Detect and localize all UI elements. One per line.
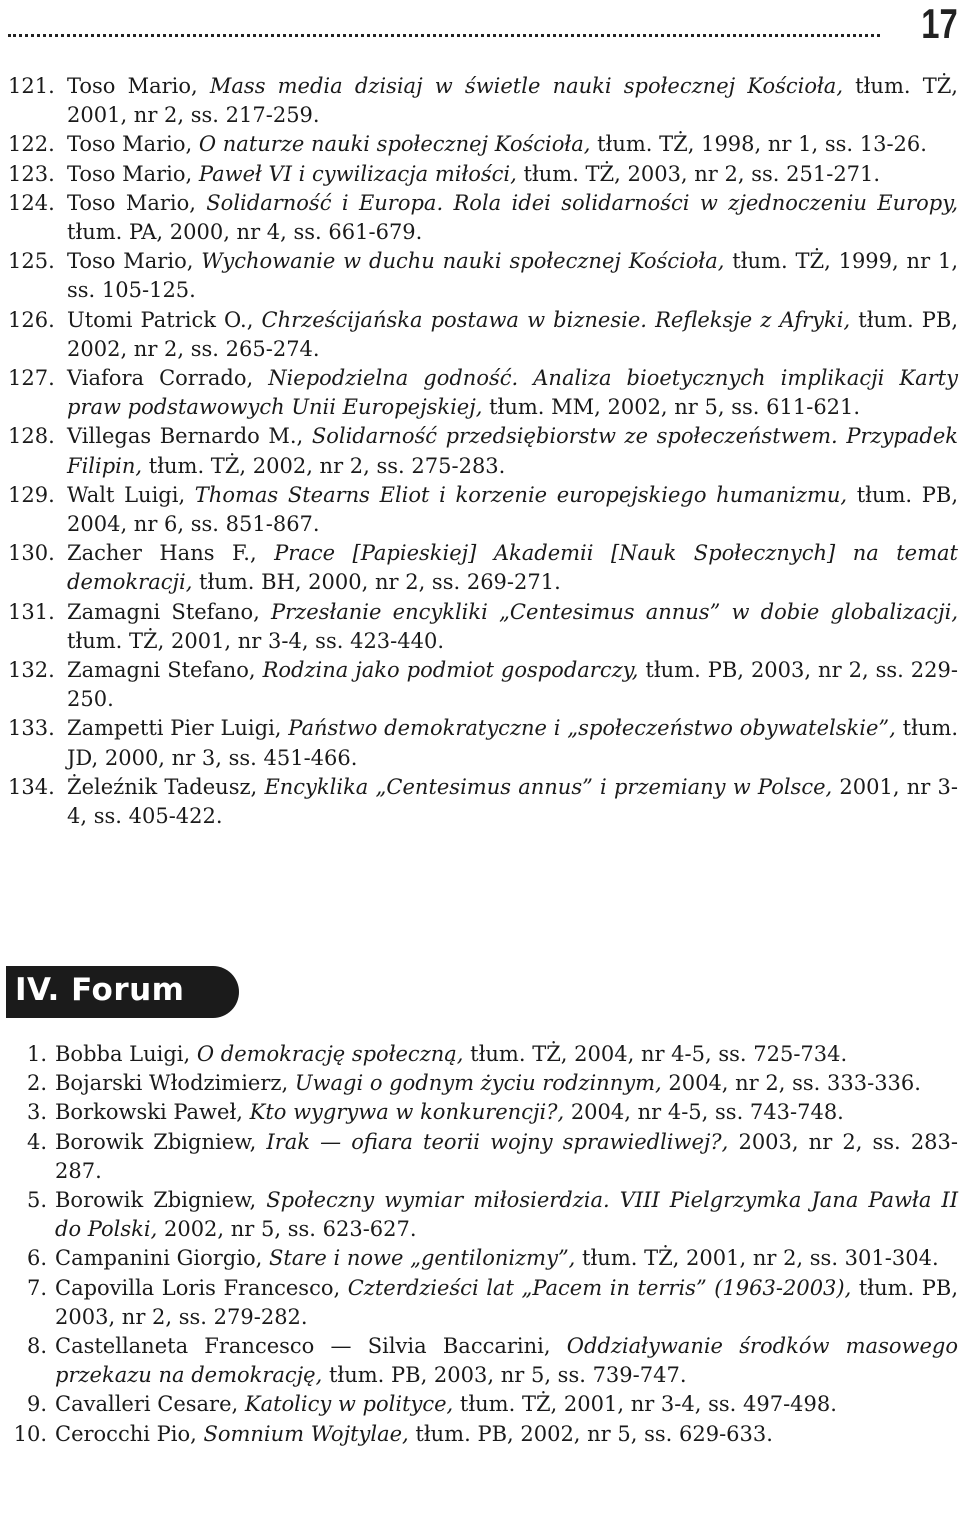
- entry-author: Castellaneta Francesco — Silvia Baccarini,: [55, 1334, 567, 1359]
- entry-author: Toso Mario,: [67, 132, 199, 157]
- entry-title: Solidarność i Europa. Rola idei solidarności w zjednoczeniu Europy,: [206, 190, 958, 215]
- entry-author: Zacher Hans F.,: [67, 541, 275, 566]
- entry-author: Borowik Zbigniew,: [55, 1129, 267, 1154]
- entry-publication-details: tłum. TŻ, 2001, nr 3-4, ss. 423-440.: [67, 628, 445, 653]
- entry-title: Solidarność przedsiębiorstw ze społeczeństwem. Przypadek Filipin,: [67, 424, 958, 478]
- bibliography-entry: [0, 189, 958, 247]
- bibliography-entry: [0, 539, 958, 597]
- entry-author: Toso Mario,: [67, 161, 199, 186]
- entry-title: Wychowanie w duchu nauki społecznej Kościoła,: [201, 249, 725, 274]
- forum-entry: [0, 1244, 958, 1273]
- entry-publication-details: 2001, nr 3-4, ss. 405-422.: [67, 774, 958, 829]
- entry-publication-details: tłum. TŻ, 2004, nr 4-5, ss. 725-734.: [463, 1042, 848, 1066]
- entry-number: 131.: [8, 599, 55, 624]
- entry-publication-details: 2003, nr 2, ss. 283-287.: [55, 1129, 958, 1183]
- entry-title: O demokrację społeczną,: [196, 1042, 464, 1066]
- dotted-leader: [8, 34, 880, 37]
- section-heading: IV. Forum: [15, 972, 185, 1008]
- entry-number: 5.: [26, 1188, 47, 1213]
- bibliography-entry: [0, 773, 958, 831]
- entry-title: Przesłanie encykliki „Centesimus annus” w dobie globalizacji,: [271, 599, 958, 624]
- entry-publication-details: tłum. TŻ, 2003, nr 2, ss. 251-271.: [516, 161, 881, 186]
- page-header: [0, 0, 960, 50]
- entry-number: 124.: [8, 190, 55, 215]
- bibliography-entry: [0, 72, 958, 130]
- entry-publication-details: 2002, nr 5, ss. 623-627.: [157, 1217, 417, 1242]
- entry-author: Utomi Patrick O.,: [67, 307, 262, 332]
- entry-title: Paweł VI i cywilizacja miłości,: [198, 161, 517, 186]
- entry-number: 6.: [26, 1246, 47, 1271]
- bibliography-entry: [0, 714, 958, 772]
- entry-publication-details: 2004, nr 2, ss. 333-336.: [661, 1071, 921, 1096]
- forum-entry: [0, 1040, 958, 1069]
- entry-number: 125.: [8, 249, 55, 274]
- bibliography-entry: [0, 598, 958, 656]
- entry-number: 122.: [8, 132, 55, 157]
- entry-number: 126.: [8, 307, 55, 332]
- entry-publication-details: tłum. PB, 2004, nr 6, ss. 851-867.: [67, 482, 959, 537]
- entry-publication-details: tłum. TŻ, 1998, nr 1, ss. 13-26.: [590, 132, 927, 157]
- entry-title: Prace [Papieskiej] Akademii [Nauk Społecznych] na temat demokracji,: [67, 541, 958, 595]
- entry-title: Irak — ofiara teorii wojny sprawiedliwej?,: [266, 1129, 729, 1154]
- entry-publication-details: tłum. PB, 2003, nr 2, ss. 229-250.: [67, 658, 958, 712]
- bibliography-entry: [0, 306, 958, 364]
- entry-author: Zampetti Pier Luigi,: [67, 716, 289, 741]
- entry-author: Walt Luigi,: [67, 482, 195, 507]
- entry-number: 4.: [26, 1129, 47, 1154]
- entry-number: 7.: [26, 1275, 47, 1300]
- forum-list: [0, 1040, 958, 1449]
- entry-title: Somnium Wojtylae,: [203, 1421, 409, 1446]
- forum-entry: [0, 1390, 958, 1419]
- entry-publication-details: tłum. TŻ, 2001, nr 2, ss. 217-259.: [67, 74, 958, 128]
- bibliography-entry: [0, 247, 958, 305]
- entry-number: 9.: [26, 1392, 47, 1417]
- entry-title: Społeczny wymiar miłosierdzia. VIII Pielgrzymka Jana Pawła II do Polski,: [55, 1188, 958, 1242]
- entry-publication-details: tłum. MM, 2002, nr 5, ss. 611-621.: [482, 395, 861, 420]
- entry-number: 132.: [8, 658, 55, 683]
- entry-author: Borowik Zbigniew,: [55, 1188, 267, 1213]
- entry-title: Niepodzielna godność. Analiza bioetycznych implikacji Karty praw podstawowych Unii Europejskiej,: [67, 366, 958, 420]
- forum-entry: [0, 1098, 958, 1127]
- forum-entry: [0, 1332, 958, 1390]
- bibliography-entry: [0, 130, 958, 159]
- bibliography-entry: [0, 160, 958, 189]
- entry-title: Encyklika „Centesimus annus” i przemiany w Polsce,: [264, 774, 833, 799]
- entry-publication-details: 2004, nr 4-5, ss. 743-748.: [564, 1100, 844, 1125]
- entry-title: Oddziaływanie środków masowego przekazu na demokrację,: [55, 1334, 958, 1388]
- entry-publication-details: tłum. PA, 2000, nr 4, ss. 661-679.: [67, 220, 423, 245]
- entry-author: Viafora Corrado,: [67, 366, 269, 391]
- forum-entry: [0, 1128, 958, 1186]
- entry-publication-details: tłum. TŻ, 1999, nr 1, ss. 105-125.: [67, 249, 959, 303]
- entry-title: Uwagi o godnym życiu rodzinnym,: [294, 1071, 662, 1096]
- entry-publication-details: tłum. BH, 2000, nr 2, ss. 269-271.: [192, 570, 561, 595]
- entry-author: Zamagni Stefano,: [67, 658, 263, 683]
- entry-publication-details: tłum. TŻ, 2002, nr 2, ss. 275-283.: [142, 453, 506, 478]
- bibliography-entry: [0, 364, 958, 422]
- entry-number: 133.: [8, 716, 55, 741]
- entry-number: 130.: [8, 541, 55, 566]
- entry-author: Villegas Bernardo M.,: [67, 424, 312, 449]
- entry-title: Kto wygrywa w konkurencji?,: [249, 1100, 565, 1125]
- entry-number: 123.: [8, 161, 55, 186]
- entry-author: Cavalleri Cesare,: [55, 1392, 245, 1417]
- entry-publication-details: tłum. PB, 2002, nr 5, ss. 629-633.: [408, 1421, 773, 1446]
- entry-title: Rodzina jako podmiot gospodarczy,: [262, 658, 639, 683]
- entry-title: Chrześcijańska postawa w biznesie. Refleksje z Afryki,: [261, 307, 851, 332]
- entry-number: 1.: [26, 1042, 47, 1066]
- entry-title: Katolicy w polityce,: [244, 1392, 454, 1417]
- entry-title: Thomas Stearns Eliot i korzenie europejskiego humanizmu,: [194, 482, 848, 507]
- forum-entry: [0, 1420, 958, 1449]
- entry-author: Bobba Luigi,: [55, 1042, 197, 1066]
- entry-title: Państwo demokratyczne i „społeczeństwo obywatelskie”,: [288, 716, 896, 741]
- entry-publication-details: tłum. PB, 2003, nr 5, ss. 739-747.: [322, 1363, 687, 1388]
- entry-number: 128.: [8, 424, 55, 449]
- entry-number: 8.: [26, 1334, 47, 1359]
- entry-number: 2.: [26, 1071, 47, 1096]
- entry-publication-details: tłum. PB, 2002, nr 2, ss. 265-274.: [67, 307, 958, 361]
- bibliography-entry: [0, 422, 958, 480]
- bibliography-entry: [0, 656, 958, 714]
- entry-author: Campanini Giorgio,: [55, 1246, 269, 1271]
- entry-publication-details: tłum. TŻ, 2001, nr 3-4, ss. 497-498.: [453, 1392, 837, 1417]
- entry-author: Borkowski Paweł,: [55, 1100, 250, 1125]
- entry-publication-details: tłum. PB, 2003, nr 2, ss. 279-282.: [55, 1275, 958, 1329]
- bibliography-entry: [0, 481, 958, 539]
- page-number: 17: [921, 0, 958, 47]
- entry-number: 10.: [13, 1421, 47, 1446]
- entry-author: Bojarski Włodzimierz,: [55, 1071, 295, 1096]
- entry-title: Mass media dzisiaj w świetle nauki społecznej Kościoła,: [209, 74, 843, 98]
- entry-author: Toso Mario,: [67, 249, 202, 274]
- entry-number: 129.: [8, 482, 55, 507]
- entry-author: Capovilla Loris Francesco,: [55, 1275, 348, 1300]
- entry-number: 134.: [8, 774, 55, 799]
- entry-author: Żeleźnik Tadeusz,: [67, 774, 265, 799]
- entry-publication-details: tłum. JD, 2000, nr 3, ss. 451-466.: [67, 716, 958, 770]
- forum-entry: [0, 1274, 958, 1332]
- entry-author: Toso Mario,: [67, 190, 207, 215]
- entry-title: Czterdzieści lat „Pacem in terris” (1963-2003),: [347, 1275, 852, 1300]
- forum-entry: [0, 1069, 958, 1098]
- bibliography-list: [0, 72, 958, 831]
- entry-author: Toso Mario,: [67, 74, 210, 98]
- entry-author: Zamagni Stefano,: [67, 599, 272, 624]
- section-heading-banner: [6, 966, 239, 1018]
- entry-publication-details: tłum. TŻ, 2001, nr 2, ss. 301-304.: [575, 1246, 939, 1271]
- forum-entry: [0, 1186, 958, 1244]
- entry-author: Cerocchi Pio,: [55, 1421, 204, 1446]
- entry-number: 127.: [8, 366, 55, 391]
- entry-title: O naturze nauki społecznej Kościoła,: [198, 132, 591, 157]
- entry-number: 121.: [8, 74, 55, 98]
- entry-title: Stare i nowe „gentilonizmy”,: [268, 1246, 576, 1271]
- entry-number: 3.: [26, 1100, 47, 1125]
